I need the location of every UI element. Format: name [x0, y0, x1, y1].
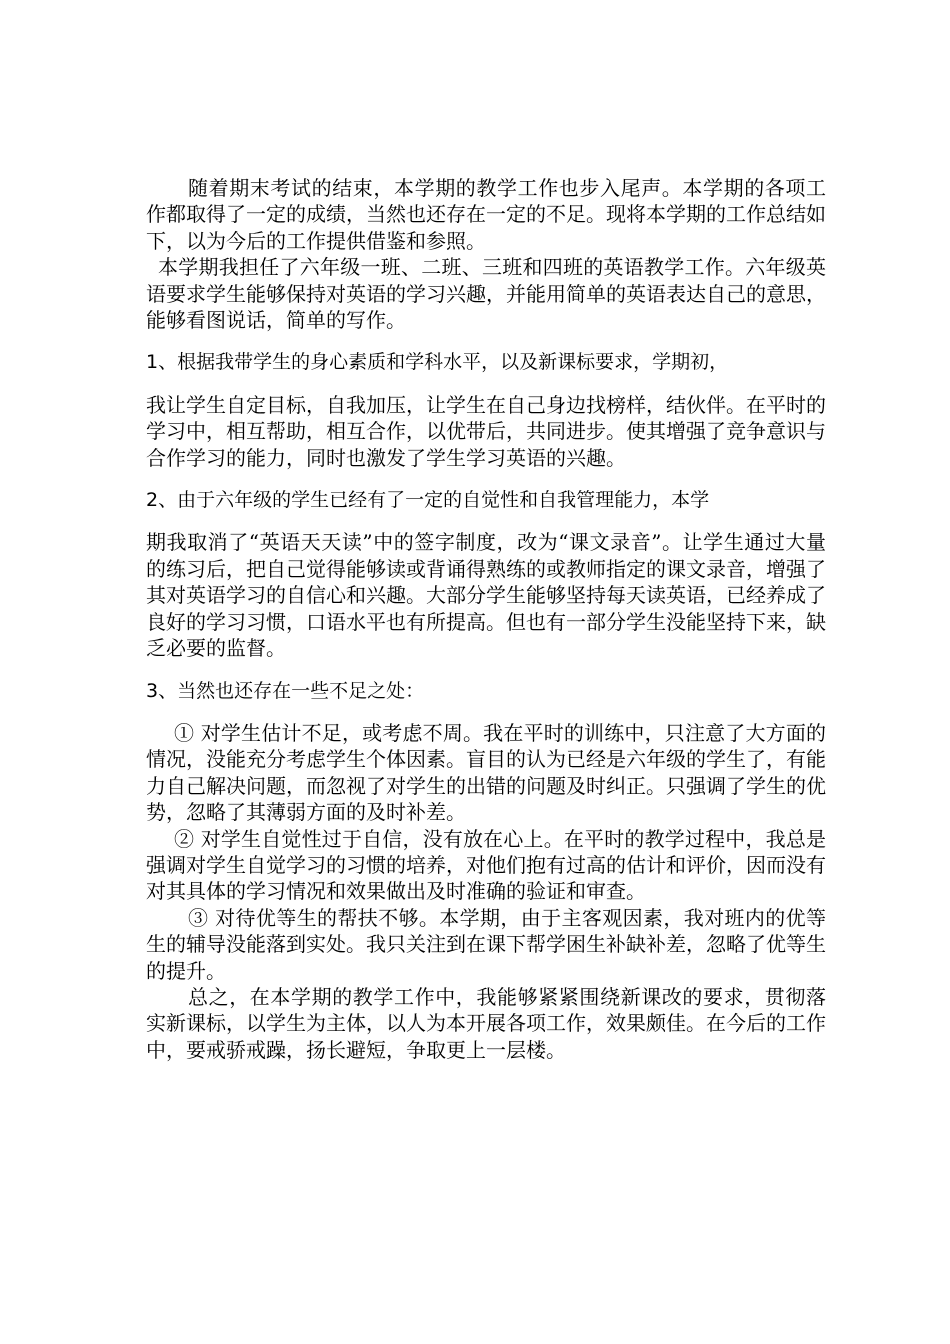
conclusion-paragraph: 总之，在本学期的教学工作中，我能够紧紧围绕新课改的要求，贯彻落实新课标，以学生为主体，以人为本开展各项工作，效果颇佳。在今后的工作中，要戒骄戒躁，扬长避短，争取更上一层楼。	[146, 984, 826, 1062]
item-2-heading: 2、由于六年级的学生已经有了一定的自觉性和自我管理能力，本学	[146, 489, 710, 512]
shortcoming-2: ② 对学生自觉性过于自信，没有放在心上。在平时的教学过程中，我总是强调对学生自觉学习的习惯的培养，对他们抱有过高的估计和评价，因而没有对其具体的学习情况和效果做出及时准确的验证和审查。	[146, 826, 826, 904]
item-2-body: 期我取消了“英语天天读”中的签字制度，改为“课文录音”。让学生通过大量的练习后，把自己觉得能够读或背诵得熟练的或教师指定的课文录音，增强了其对英语学习的自信心和兴趣。大部分学生能够坚持每天读英语，已经养成了良好的学习习惯，口语水平也有所提高。但也有一部分学生没能坚持下来，缺乏必要的监督。	[146, 530, 826, 661]
document-body	[146, 175, 826, 1063]
item-1-body: 我让学生自定目标，自我加压，让学生在自己身边找榜样，结伙伴。在平时的学习中，相互帮助，相互合作，以优带后，共同进步。使其增强了竞争意识与合作学习的能力，同时也激发了学生学习英语的兴趣。	[146, 392, 826, 470]
item-3-heading: 3、当然也还存在一些不足之处：	[146, 679, 425, 702]
item-1-heading: 1、根据我带学生的身心素质和学科水平，以及新课标要求，学期初，	[146, 351, 729, 374]
shortcoming-3: ③ 对待优等生的帮扶不够。本学期，由于主客观因素，我对班内的优等生的辅导没能落到实处。我只关注到在课下帮学困生补缺补差，忽略了优等生的提升。	[146, 905, 826, 983]
intro-paragraph: 随着期末考试的结束，本学期的教学工作也步入尾声。本学期的各项工作都取得了一定的成绩，当然也还存在一定的不足。现将本学期的工作总结如下，以为今后的工作提供借鉴和参照。	[146, 176, 826, 253]
shortcoming-1: ① 对学生估计不足，或考虑不周。我在平时的训练中，只注意了大方面的情况，没能充分考虑学生个体因素。盲目的认为已经是六年级的学生了，有能力自己解决问题，而忽视了对学生的出错的问题及时纠正。只强调了学生的优势，忽略了其薄弱方面的及时补差。	[146, 720, 826, 825]
assignment-paragraph: 本学期我担任了六年级一班、二班、三班和四班的英语教学工作。六年级英语要求学生能够保持对英语的学习兴趣，并能用简单的英语表达自己的意思，能够看图说话，简单的写作。	[146, 255, 826, 333]
